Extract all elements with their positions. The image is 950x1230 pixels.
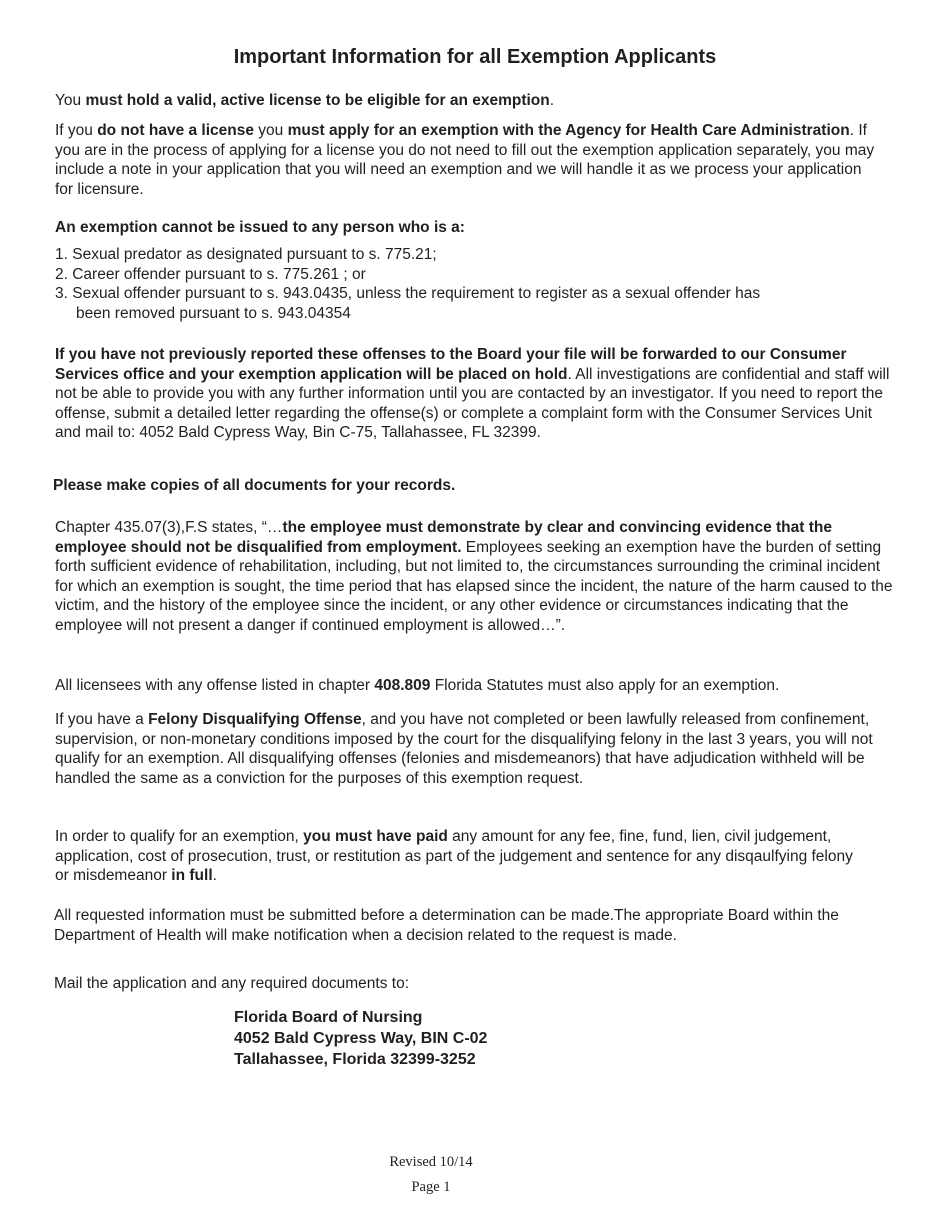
not-reported-paragraph: If you have not previously reported these offenses to the Board your file will be forwarded to our Consumer Services office and your exemption application will be placed on hold. All investigations are confidential and staff will not be able to provide you with any further information until you are contacted by an investigator. If you need to report the offense, submit a detailed letter regarding the offense(s) or complete a complaint form with the Consumer Services Unit and mail to: 4052 Bald Cypress Way, Bin C-75, Tallahassee, FL 32399. — [55, 346, 890, 442]
page-number: Page 1 — [411, 1179, 451, 1195]
licensees-paragraph: All licensees with any offense listed in chapter 408.809 Florida Statutes must also apply for an exemption. — [55, 677, 780, 694]
chapter-quote-paragraph: Chapter 435.07(3),F.S states, “…the employee must demonstrate by clear and convincing evidence that the employee should not be disqualified from employment. Employees seeking an exemption have the burden of setting forth sufficient evidence of rehabilitation, including, but not limited to, the circumstances surrounding the criminal incident for which an exemption is sought, the time period that has elapsed since the incident, the nature of the harm caused to the victim, and the history of the employee since the incident, or any other evidence or circumstances indicating that the employee will not present a danger if continued employment is allowed…”. — [55, 519, 893, 634]
mailing-address — [234, 1007, 734, 1070]
address-line: Tallahassee, Florida 32399-3252 — [234, 1051, 476, 1068]
list-item: 2. Career offender pursuant to s. 775.261 ; or — [55, 265, 366, 283]
license-requirement: You must hold a valid, active license to be eligible for an exemption. — [55, 92, 555, 109]
list-item: 3. Sexual offender pursuant to s. 943.0435, unless the requirement to register as a sexual offender has — [55, 285, 761, 303]
cannot-issue-heading: An exemption cannot be issued to any person who is a: — [55, 219, 465, 236]
list-item: 1. Sexual predator as designated pursuant to s. 775.21; — [55, 246, 437, 263]
page-title: Important Information for all Exemption Applicants — [233, 46, 717, 68]
address-line: 4052 Bald Cypress Way, BIN C-02 — [234, 1030, 488, 1047]
mail-intro: Mail the application and any required documents to: — [54, 975, 409, 992]
no-license-paragraph: If you do not have a license you must apply for an exemption with the Agency for Health Care Administration. If you are in the process of applying for a license you do not need to fill out the exemption application separately, you may include a note in your application that you will need an exemption and we will handle it as we process your application for licensure. — [55, 122, 875, 198]
revision-date: Revised 10/14 — [389, 1154, 473, 1170]
requested-info-paragraph: All requested information must be submitted before a determination can be made.The appropriate Board within the Department of Health will make notification when a decision related to the request is made. — [54, 907, 839, 944]
list-item-continuation: been removed pursuant to s. 943.04354 — [76, 304, 351, 322]
address-line: Florida Board of Nursing — [234, 1009, 423, 1026]
paid-in-full-paragraph: In order to qualify for an exemption, you must have paid any amount for any fee, fine, fund, lien, civil judgement, application, cost of prosecution, trust, or restitution as part of the judgement and sentence for any disqaulfying felony or misdemeanor in full. — [55, 828, 853, 885]
felony-paragraph: If you have a Felony Disqualifying Offense, and you have not completed or been lawfully released from confinement, supervision, or non-monetary conditions imposed by the court for the disqualifying felony in the last 3 years, you will not qualify for an exemption. All disqualifying offenses (felonies and misdemeanors) that have adjudication withheld will be handled the same as a conviction for the purposes of this exemption request. — [55, 711, 873, 787]
copies-notice: Please make copies of all documents for your records. — [53, 477, 456, 494]
disqualifying-persons-list — [55, 245, 895, 323]
